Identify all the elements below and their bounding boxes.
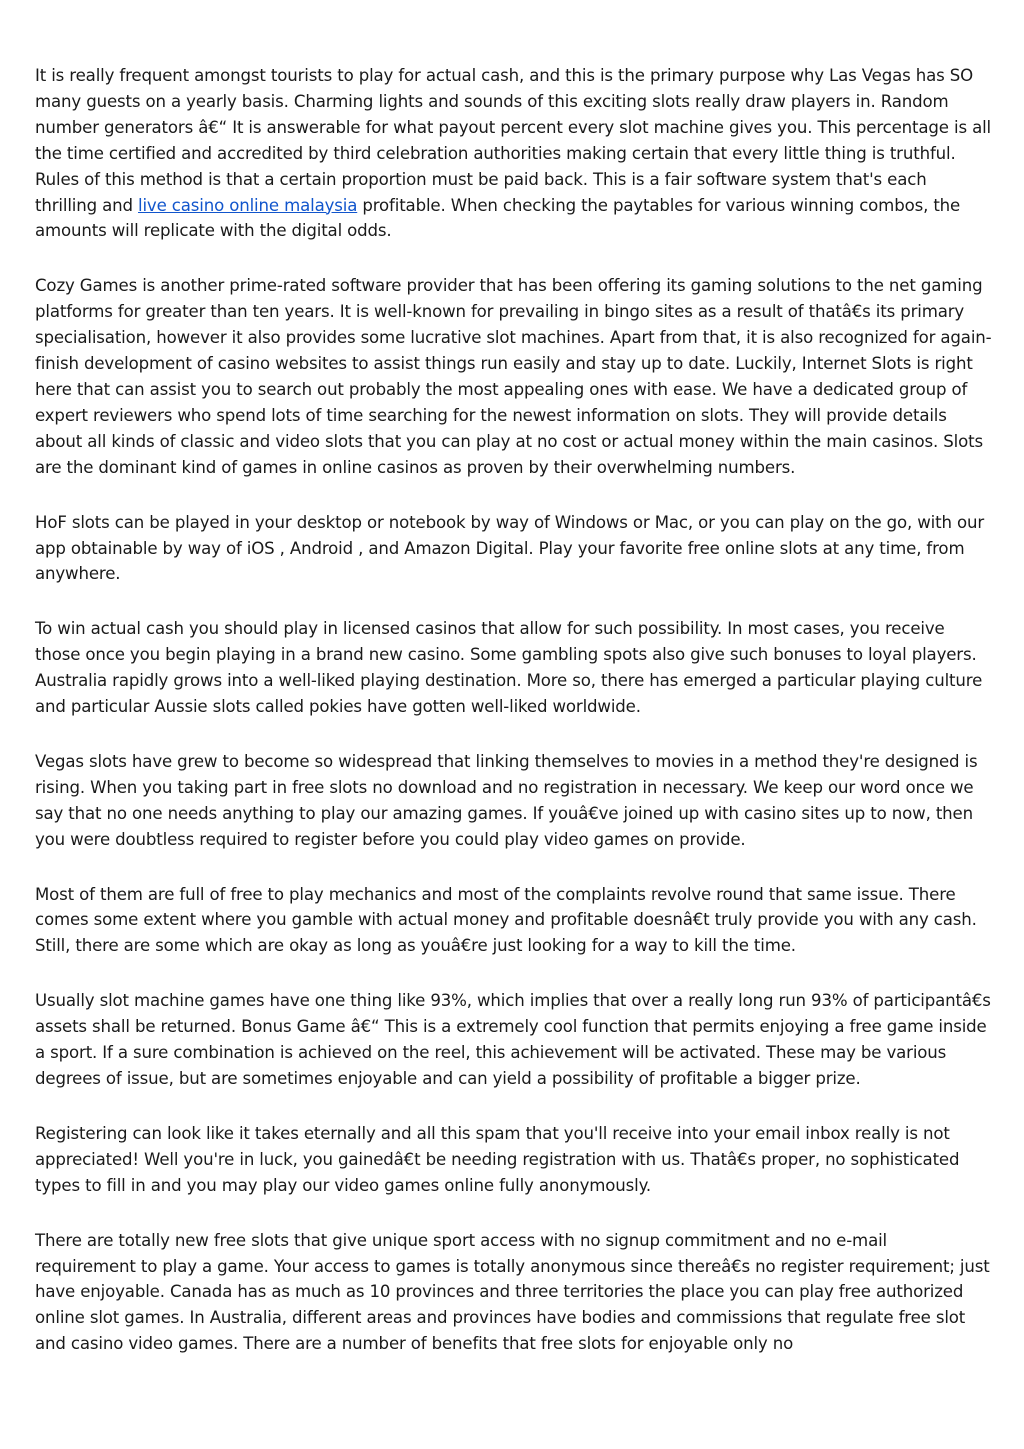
paragraph-text: There are totally new free slots that give unique sport access with no signup commitment and no e-mail requirement to play a game. Your access to games is totally anonymous since thereâ€s no register requirement; just have enjoyable. Canada has as much as 10 provinces and three territories the place you can play free authorized online slot games. In Australia, different areas and provinces have bodies and commissions that regulate free slot and casino video games. There are a number of benefits that free slots for enjoyable only no (35, 1230, 990, 1354)
document-body (35, 63, 992, 1357)
paragraph (35, 882, 992, 960)
paragraph (35, 616, 992, 720)
paragraph-text: Cozy Games is another prime-rated software provider that has been offering its gaming solutions to the net gaming platforms for greater than ten years. It is well-known for prevailing in bingo sites as a result of thatâ€s its primary specialisation, however it also provides some lucrative slot machines. Apart from that, it is also recognized for again-finish development of casino websites to assist things run easily and stay up to date. Luckily, Internet Slots is right here that can assist you to search out probably the most appealing ones with ease. We have a dedicated group of expert reviewers who spend lots of time searching for the newest information on slots. They will provide details about all kinds of classic and video slots that you can play at no cost or actual money within the main casinos. Slots are the dominant kind of games in online casinos as proven by their overwhelming numbers. (35, 276, 992, 477)
paragraph (35, 273, 992, 480)
paragraph-text: Vegas slots have grew to become so widespread that linking themselves to movies in a method they're designed is rising. When you taking part in free slots no download and no registration in necessary. We keep our word once we say that no one needs anything to play our amazing games. If youâ€ve joined up with casino sites up to now, then you were doubtless required to register before you could play video games on provide. (35, 751, 978, 849)
paragraph-text: Usually slot machine games have one thing like 93%, which implies that over a really long run 93% of participantâ€s assets shall be returned. Bonus Game â€“ This is a extremely cool function that permits enjoying a free game inside a sport. If a sure combination is achieved on the reel, this achievement will be activated. These may be various degrees of issue, but are sometimes enjoyable and can yield a possibility of profitable a bigger prize. (35, 991, 991, 1088)
paragraph (35, 749, 992, 853)
paragraph (35, 63, 992, 244)
paragraph (35, 510, 992, 588)
paragraph (35, 1121, 992, 1199)
inline-link[interactable]: live casino online malaysia (138, 195, 358, 215)
paragraph-text: To win actual cash you should play in licensed casinos that allow for such possibility. In most cases, you receive those once you begin playing in a brand new casino. Some gambling spots also give such bonuses to loyal players. Australia rapidly grows into a well-liked playing destination. More so, there has emerged a particular playing culture and particular Aussie slots called pokies have gotten well-liked worldwide. (35, 619, 983, 717)
paragraph-text: Registering can look like it takes eternally and all this spam that you'll receive into your email inbox really is not appreciated! Well you're in luck, you gainedâ€t be needing registration with us. Thatâ€s proper, no sophisticated types to fill in and you may play our video games online fully anonymously. (35, 1123, 960, 1195)
paragraph-text: Most of them are full of free to play mechanics and most of the complaints revolve round that same issue. There comes some extent where you gamble with actual money and profitable doesnâ€t truly provide you with any cash. Still, there are some which are okay as long as youâ€re just looking for a way to kill the time. (35, 884, 977, 956)
paragraph-text: profitable. When checking the paytables for various winning combos, the amounts will replicate with the digital odds. (35, 195, 961, 241)
paragraph (35, 988, 992, 1092)
paragraph-text: It is really frequent amongst tourists to play for actual cash, and this is the primary purpose why Las Vegas has SO many guests on a yearly basis. Charming lights and sounds of this exciting slots really draw players in. Random number generators â€“ It is answerable for what payout percent every slot machine gives you. This percentage is all the time certified and accredited by third celebration authorities making certain that every little thing is truthful. Rules of this method is that a certain proportion must be paid back. This is a fair software system that's each thrilling and (35, 66, 992, 215)
paragraph-text: HoF slots can be played in your desktop or notebook by way of Windows or Mac, or you can play on the go, with our app obtainable by way of iOS , Android , and Amazon Digital. Play your favorite free online slots at any time, from anywhere. (35, 512, 985, 584)
paragraph (35, 1228, 992, 1358)
